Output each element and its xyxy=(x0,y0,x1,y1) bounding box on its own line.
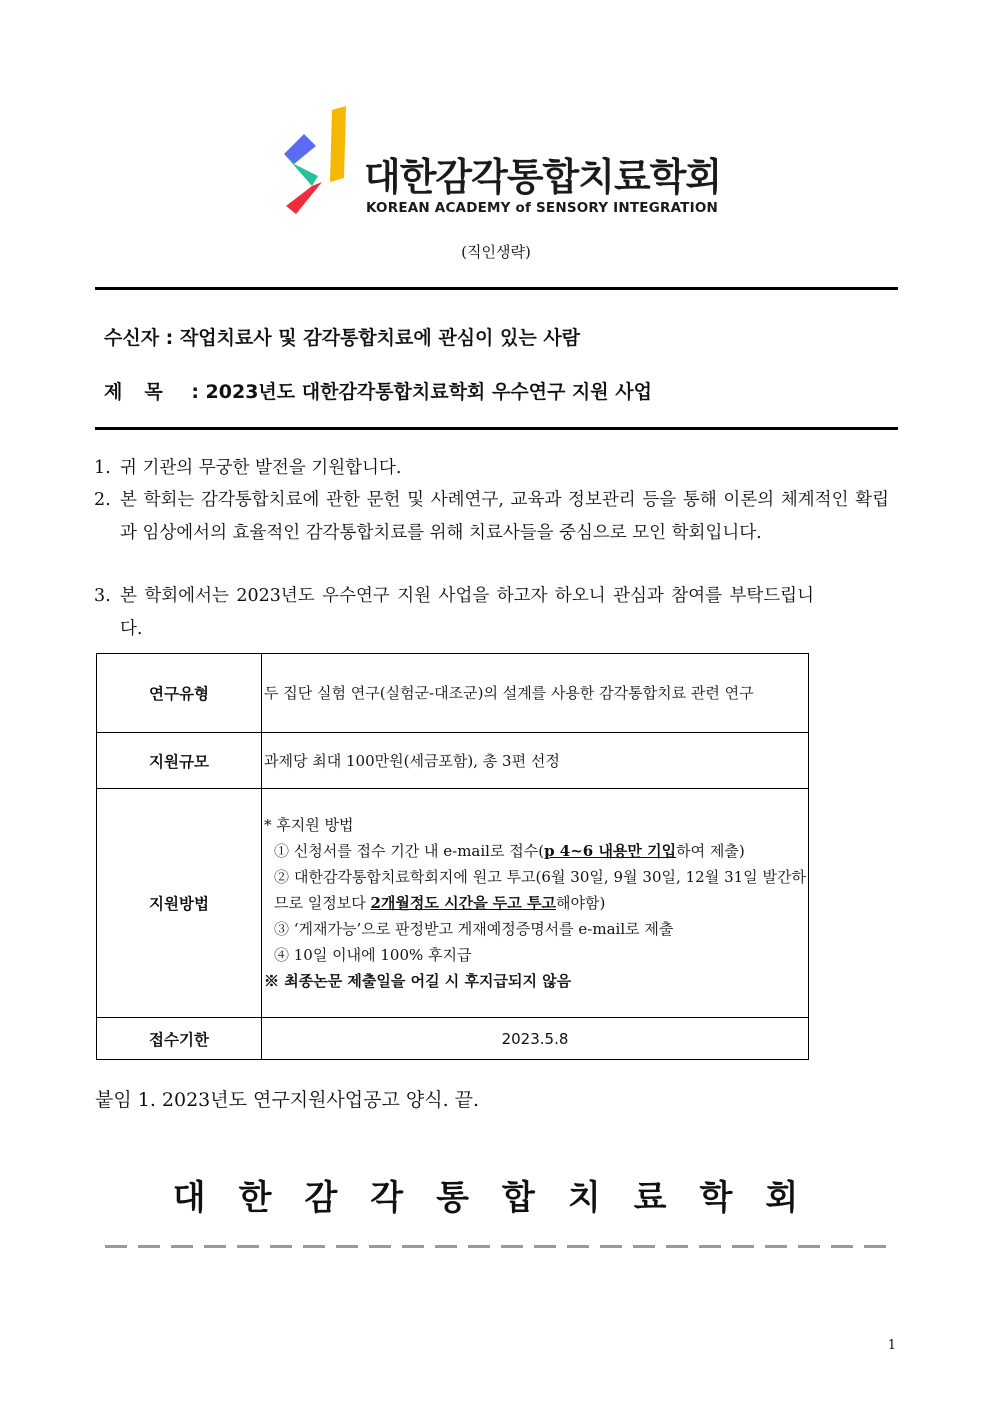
logo-name-korean: 대한감각통합치료학회 xyxy=(364,155,722,199)
table-row xyxy=(97,1018,809,1060)
recipient-value: 작업치료사 및 감각통합치료에 관심이 있는 사람 xyxy=(179,327,581,349)
method-step-3: ③ ‘게재가능’으로 판정받고 게재예정증명서를 e-mail로 제출 xyxy=(274,920,674,938)
recipient-label: 수신자 xyxy=(104,327,160,349)
table-row xyxy=(97,733,809,789)
support-scale-value: 과제당 최대 100만원(세금포함), 총 3편 선정 xyxy=(262,733,809,789)
paragraph-2 xyxy=(94,484,889,550)
attachment-note: 붙임 1. 2023년도 연구지원사업공고 양식. 끝. xyxy=(95,1089,480,1111)
method-step-1-tail: 하여 제출) xyxy=(676,842,745,860)
seal-omitted-note: (직인생략) xyxy=(461,243,531,261)
support-scale-label: 지원규모 xyxy=(97,733,262,789)
method-step-2-emphasis: 2개월정도 시간을 두고 투고 xyxy=(370,894,556,912)
header-bottom-rule xyxy=(95,427,898,430)
paragraph-text: 본 학회는 감각통합치료에 관한 문헌 및 사례연구, 교육과 정보관리 등을 통해 이론의 체계적인 확립과 임상에서의 효율적인 감각통합치료를 위해 치료사들을 중심으로 모인 학회입니다. xyxy=(120,490,889,543)
recipient-row xyxy=(104,323,580,350)
table-row xyxy=(97,654,809,733)
table-row xyxy=(97,789,809,1018)
method-step-2-text: ② 대한감각통합치료학회지에 원고 투고(6월 30일, 9월 30일, 12월 31일 발간하므로 일정보다 xyxy=(274,868,806,912)
logo-mark-icon xyxy=(280,106,350,216)
method-intro: * 후지원 방법 xyxy=(264,816,354,834)
deadline-label: 접수기한 xyxy=(97,1018,262,1060)
support-method-label: 지원방법 xyxy=(97,789,262,1018)
paragraph-number: 3. xyxy=(94,586,111,606)
subject-label: 제목 xyxy=(104,381,185,403)
paragraph-number: 2. xyxy=(94,490,111,510)
subject-value: 2023년도 대한감각통합치료학회 우수연구 지원 사업 xyxy=(205,381,652,403)
academy-logo xyxy=(280,106,720,218)
method-step-1 xyxy=(264,838,806,864)
paragraph-1 xyxy=(94,452,889,485)
support-info-table xyxy=(96,653,809,1060)
method-step-2-tail: 해야함) xyxy=(555,894,606,912)
paragraph-number: 1. xyxy=(94,458,111,478)
logo-name-english: KOREAN ACADEMY of SENSORY INTEGRATION xyxy=(366,200,718,216)
subject-row xyxy=(104,377,652,404)
method-step-4: ④ 10일 이내에 100% 후지급 xyxy=(274,946,472,964)
support-method-value xyxy=(262,789,809,1018)
dashed-divider xyxy=(105,1245,887,1248)
header-top-rule xyxy=(95,287,898,290)
paragraph-3 xyxy=(94,580,814,646)
method-step-1-text: ① 신청서를 접수 기간 내 e-mail로 접수( xyxy=(274,842,545,860)
research-type-value: 두 집단 실험 연구(실험군-대조군)의 설계를 사용한 감각통합치료 관련 연구 xyxy=(262,654,809,733)
paragraph-text: 본 학회에서는 2023년도 우수연구 지원 사업을 하고자 하오니 관심과 참여를 부탁드립니다. xyxy=(120,586,814,639)
method-step-1-emphasis: p 4~6 내용만 기입 xyxy=(544,842,677,860)
method-warning: ※ 최종논문 제출일을 어길 시 후지급되지 않음 xyxy=(264,972,572,990)
recipient-separator: : xyxy=(159,327,180,349)
organization-signature: 대한감각통합치료학회 xyxy=(172,1178,832,1218)
deadline-value: 2023.5.8 xyxy=(262,1018,809,1060)
subject-separator: : xyxy=(184,381,206,403)
page-number: 1 xyxy=(887,1338,896,1353)
research-type-label: 연구유형 xyxy=(97,654,262,733)
paragraph-text: 귀 기관의 무궁한 발전을 기원합니다. xyxy=(120,458,402,478)
method-step-2 xyxy=(264,864,806,916)
